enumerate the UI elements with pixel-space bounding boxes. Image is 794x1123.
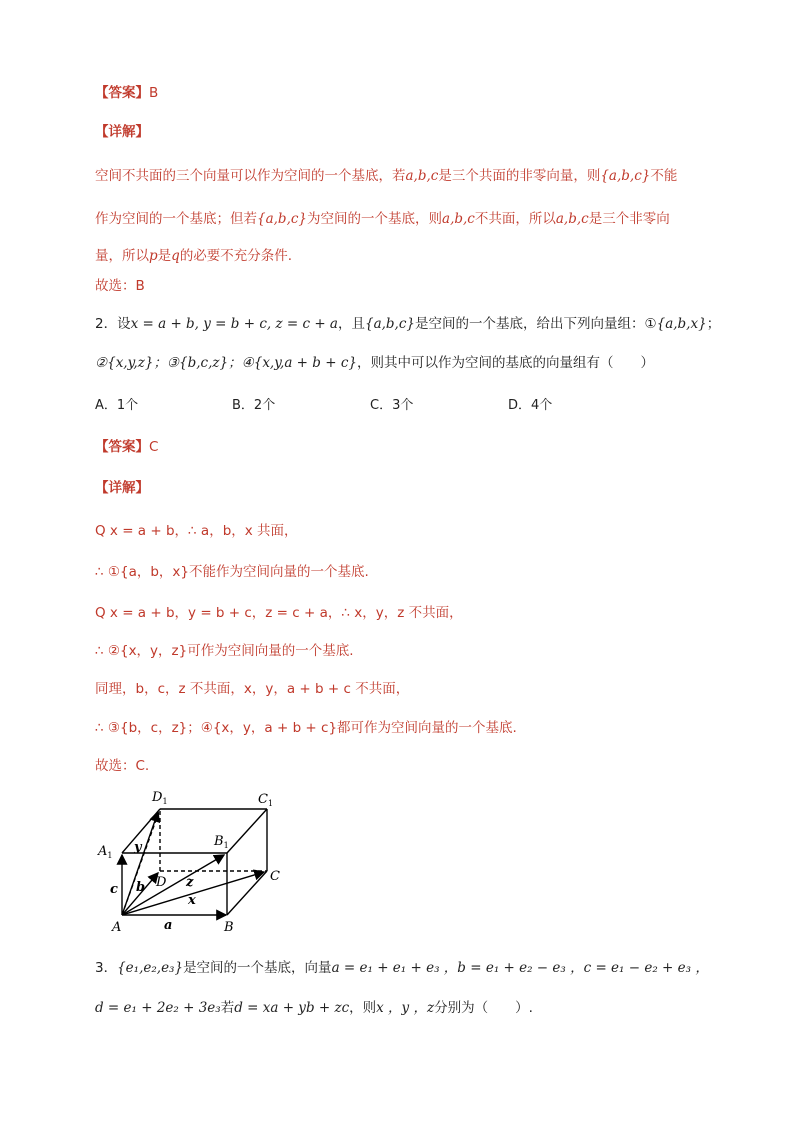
- q2-detail-line-6: ∴ ③{b，c，z}；④{x，y，a + b + c}都可作为空间向量的一个基底.: [95, 720, 517, 736]
- q1-detail-label: [95, 122, 149, 142]
- q1-paragraph-line-1: 空间不共面的三个向量可以作为空间的一个基底，若a,b,c是三个共面的非零向量，则{a,b,c}不能: [95, 168, 678, 184]
- answer-value: C: [149, 439, 159, 455]
- label-vec-z: z: [186, 875, 194, 890]
- answer-label: 【答案】: [95, 439, 149, 455]
- q1-choice: 故选：B: [95, 278, 145, 294]
- label-c1: $C_1$: [258, 792, 274, 808]
- option-b: B．2个: [232, 398, 276, 413]
- parallelepiped-figure: [92, 783, 302, 935]
- q1-paragraph-line-2: 作为空间的一个基底；但若{a,b,c}为空间的一个基底，则a,b,c不共面，所以a,b,c是三个非零向: [95, 211, 670, 227]
- label-vec-b: b: [136, 880, 146, 895]
- q2-detail-line-2: ∴ ①{a，b，x}不能作为空间向量的一个基底.: [95, 564, 369, 580]
- answer-label: 【答案】: [95, 85, 149, 101]
- q2-detail-line-4: ∴ ②{x，y，z}可作为空间向量的一个基底.: [95, 643, 354, 659]
- q1-paragraph-line-3: 量，所以p是q的必要不充分条件.: [95, 248, 293, 264]
- q3-stem-line-2: d = e₁ + 2e₂ + 3e₃若d = xa + yb + zc，则x ，y ，z分别为（ ）.: [95, 1000, 533, 1016]
- q2-detail-label: [95, 478, 149, 498]
- q1-answer-line: [95, 83, 158, 103]
- vector-y: [122, 812, 158, 915]
- q2-detail-line-5: 同理，b，c，z 不共面，x，y，a + b + c 不共面，: [95, 681, 410, 697]
- label-vec-a: a: [164, 918, 173, 933]
- q2-answer-line: [95, 437, 158, 457]
- q2-stem-line-1: 2．设x = a + b, y = b + c, z = c + a，且{a,b,c}是空间的一个基底，给出下列向量组：①{a,b,x}；: [95, 316, 721, 332]
- label-a: A: [112, 920, 122, 935]
- answer-value: B: [149, 85, 159, 101]
- detail-label: 【详解】: [95, 480, 149, 496]
- label-d: D: [156, 875, 167, 890]
- label-vec-c: c: [110, 882, 118, 897]
- q3-stem-line-1: 3．{e₁,e₂,e₃}是空间的一个基底，向量a = e₁ + e₁ + e₃ ，b = e₁ + e₂ − e₃ ，c = e₁ − e₂ + e₃ ，: [95, 960, 709, 976]
- option-d: D．4个: [508, 398, 553, 413]
- label-vec-y: y: [134, 840, 142, 855]
- edge-c1-b1: [227, 809, 267, 853]
- option-a: A．1个: [95, 398, 139, 413]
- label-d1: $D_1$: [152, 790, 168, 806]
- option-c: C．3个: [370, 398, 414, 413]
- q2-stem-line-2: ②{x,y,z}；③{b,c,z}；④{x,y,a + b + c}，则其中可以作为空间的基底的向量组有（ ）: [95, 355, 654, 371]
- label-c: C: [270, 869, 280, 884]
- label-a1: $A_1$: [98, 844, 113, 860]
- label-vec-x: x: [188, 893, 196, 908]
- q2-choice: 故选：C.: [95, 758, 150, 774]
- q2-detail-line-3: Q x = a + b，y = b + c，z = c + a，∴ x，y，z 不共面，: [95, 605, 463, 621]
- q2-detail-line-1: Q x = a + b，∴ a，b，x 共面，: [95, 523, 298, 539]
- detail-label: 【详解】: [95, 124, 149, 140]
- label-b: B: [224, 920, 234, 935]
- label-b1: $B_1$: [214, 834, 229, 850]
